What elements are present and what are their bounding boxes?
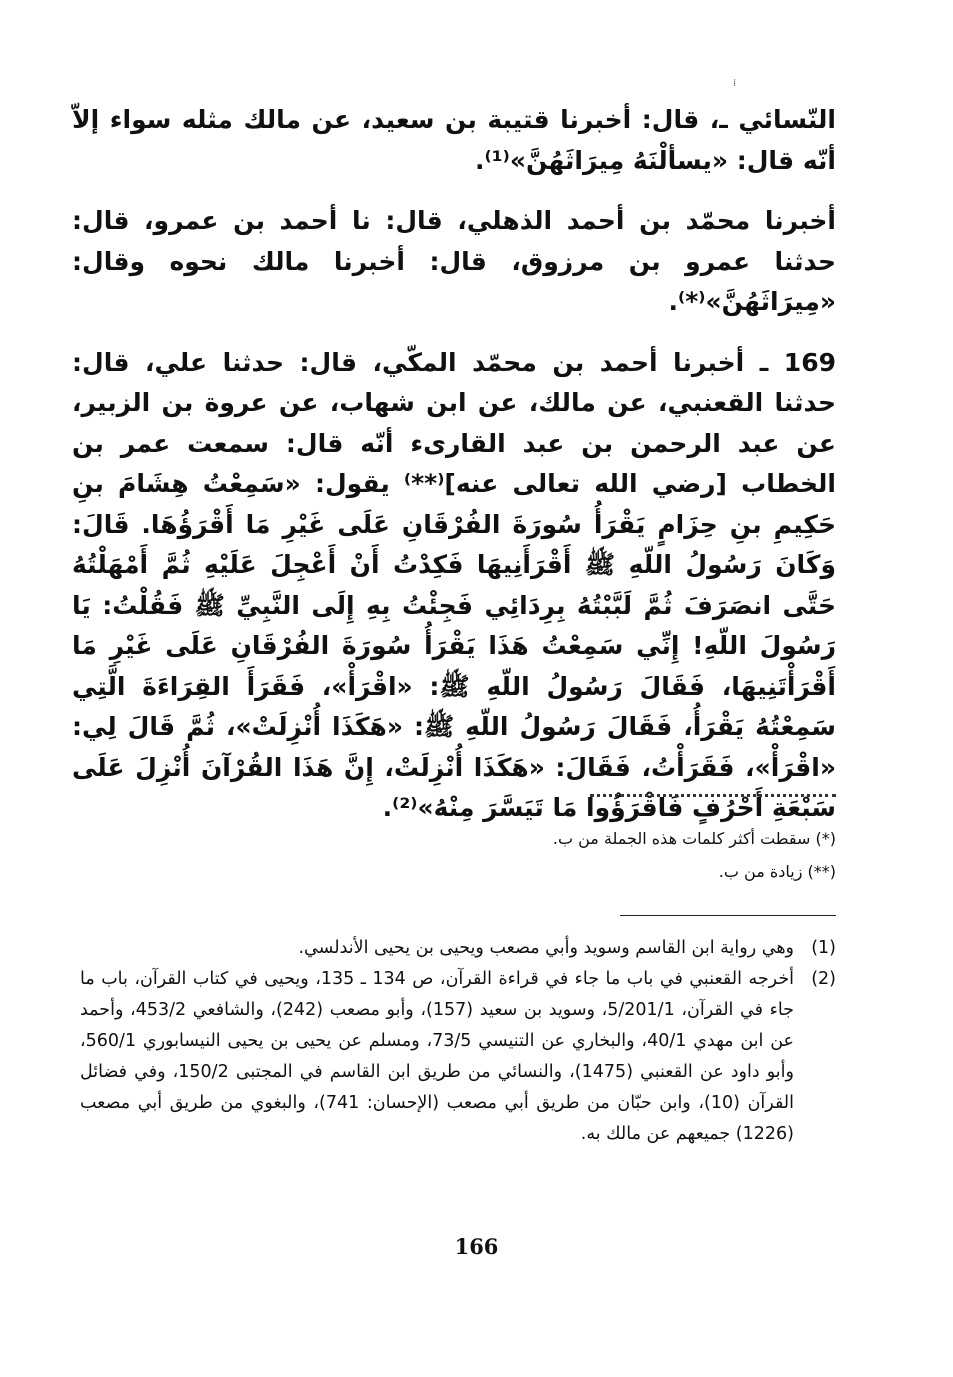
hadith-text: أخبرنا أحمد بن محمّد المكّي، قال: حدثنا علي، قال: حدثنا القعنبي، عن مالك، عن ابن شهاب، عن عروة بن الزبير، عن عبد الرحمن بن عبد القارىء أنّه قال: سمعت عمر بن الخطاب [رضي الله تعالى عنه]⁽**⁾ يقول: «سَمِعْتُ هِشَامَ بنِ حَكِيمِ بنِ حِزَامٍ يَقْرَأُ سُورَةَ الفُرْقَانِ عَلَى غَيْرِ مَا أَقْرَؤُهَا. قَالَ: وَكَانَ رَسُولُ اللّهِ ﷺ أَقْرَأَنِيهَا فَكِدْتُ أَنْ أَعْجِلَ عَلَيْهِ ثُمَّ أَمْهَلْتُهُ حَتَّى انصَرَفَ ثُمَّ لَبَّبْتُهُ بِرِدَائِي فَجِئْتُ بِهِ إِلَى النَّبِيِّ ﷺ فَقُلْتُ: يَا رَسُولَ اللّهِ! إِنِّي سَمِعْتُ هَذَا يَقْرَأُ سُورَةَ الفُرْقَانِ عَلَى غَيْرِ مَا أَقْرَأْتَنِيهَا، فَقَالَ رَسُولُ اللّهِ ﷺ: «اقْرَأْ»، فَقَرَأَ القِرَاءَةَ الَّتِي سَمِعْتُهُ يَقْرَأُ، فَقَالَ رَسُولُ اللّهِ ﷺ: «هَكَذَا أُنْزِلَتْ»، ثُمَّ قَالَ لِي: «اقْرَأْ»، فَقَرَأْتُ، فَقَالَ: «هَكَذَا أُنْزِلَتْ، إِنَّ هَذَا القُرْآنَ أُنْزِلَ عَلَى سَبْعَةِ أَحْرُفٍ فَاقْرَؤُوا مَا تَيَسَّرَ مِنْهُ»⁽²⁾. (72, 347, 836, 822)
footnote-rule (620, 915, 836, 916)
footnote-text: وهي رواية ابن القاسم وسويد وأبي مصعب ويحيى بن يحيى الأندلسي. (298, 938, 794, 958)
editor-notes (400, 822, 836, 888)
footnote-number: (1) (811, 938, 836, 958)
editor-note: (**) زيادة من ب. (718, 862, 836, 881)
paragraph-2: أخبرنا محمّد بن أحمد الذهلي، قال: نا أحمد بن عمرو، قال: حدثنا عمرو بن مرزوق، قال: أخبرنا مالك نحوه وقال: «مِيرَاثَهُنَّ»⁽*⁾. (72, 206, 836, 316)
footnote (80, 933, 836, 964)
footnote (80, 964, 836, 1150)
footnote-text: أخرجه القعنبي في باب ما جاء في قراءة القرآن، ص 134 ـ 135، ويحيى في كتاب القرآن، باب ما جاء في القرآن، 5/201/1، وسويد بن سعيد (157)، وأبو مصعب (242)، والشافعي 453/2، وأحمد عن ابن مهدي 40/1، والبخاري عن التنيسي 73/5، ومسلم عن يحيى بن يحيى النيسابوري 560/1، وأبو داود عن القعنبي (1475)، والنسائي من طريق ابن القاسم في المجتبى 150/2، وفي فضائل القرآن (10)، وابن حبّان من طريق أبي مصعب (الإحسان: 741)، والبغوي من طريق أبي مصعب (1226) جميعهم عن مالك به. (80, 969, 795, 1144)
paragraph-3 (72, 343, 836, 829)
main-text (72, 100, 836, 849)
margin-mark: ⁞ (733, 78, 737, 89)
page-number: 166 (454, 1234, 499, 1259)
footnote-number: (2) (811, 969, 836, 989)
editor-note: (*) سقطت أكثر كلمات هذه الجملة من ب. (552, 829, 836, 848)
paragraph-1: النّسائي ـ، قال: أخبرنا قتيبة بن سعيد، عن مالك مثله سواء إلاّ أنّه قال: «يسألْنَهُ مِيرَاثَهُنَّ»⁽¹⁾. (72, 105, 836, 175)
dotted-separator (590, 794, 836, 797)
footnotes (80, 933, 836, 1150)
hadith-number: 169 ـ (759, 347, 836, 377)
